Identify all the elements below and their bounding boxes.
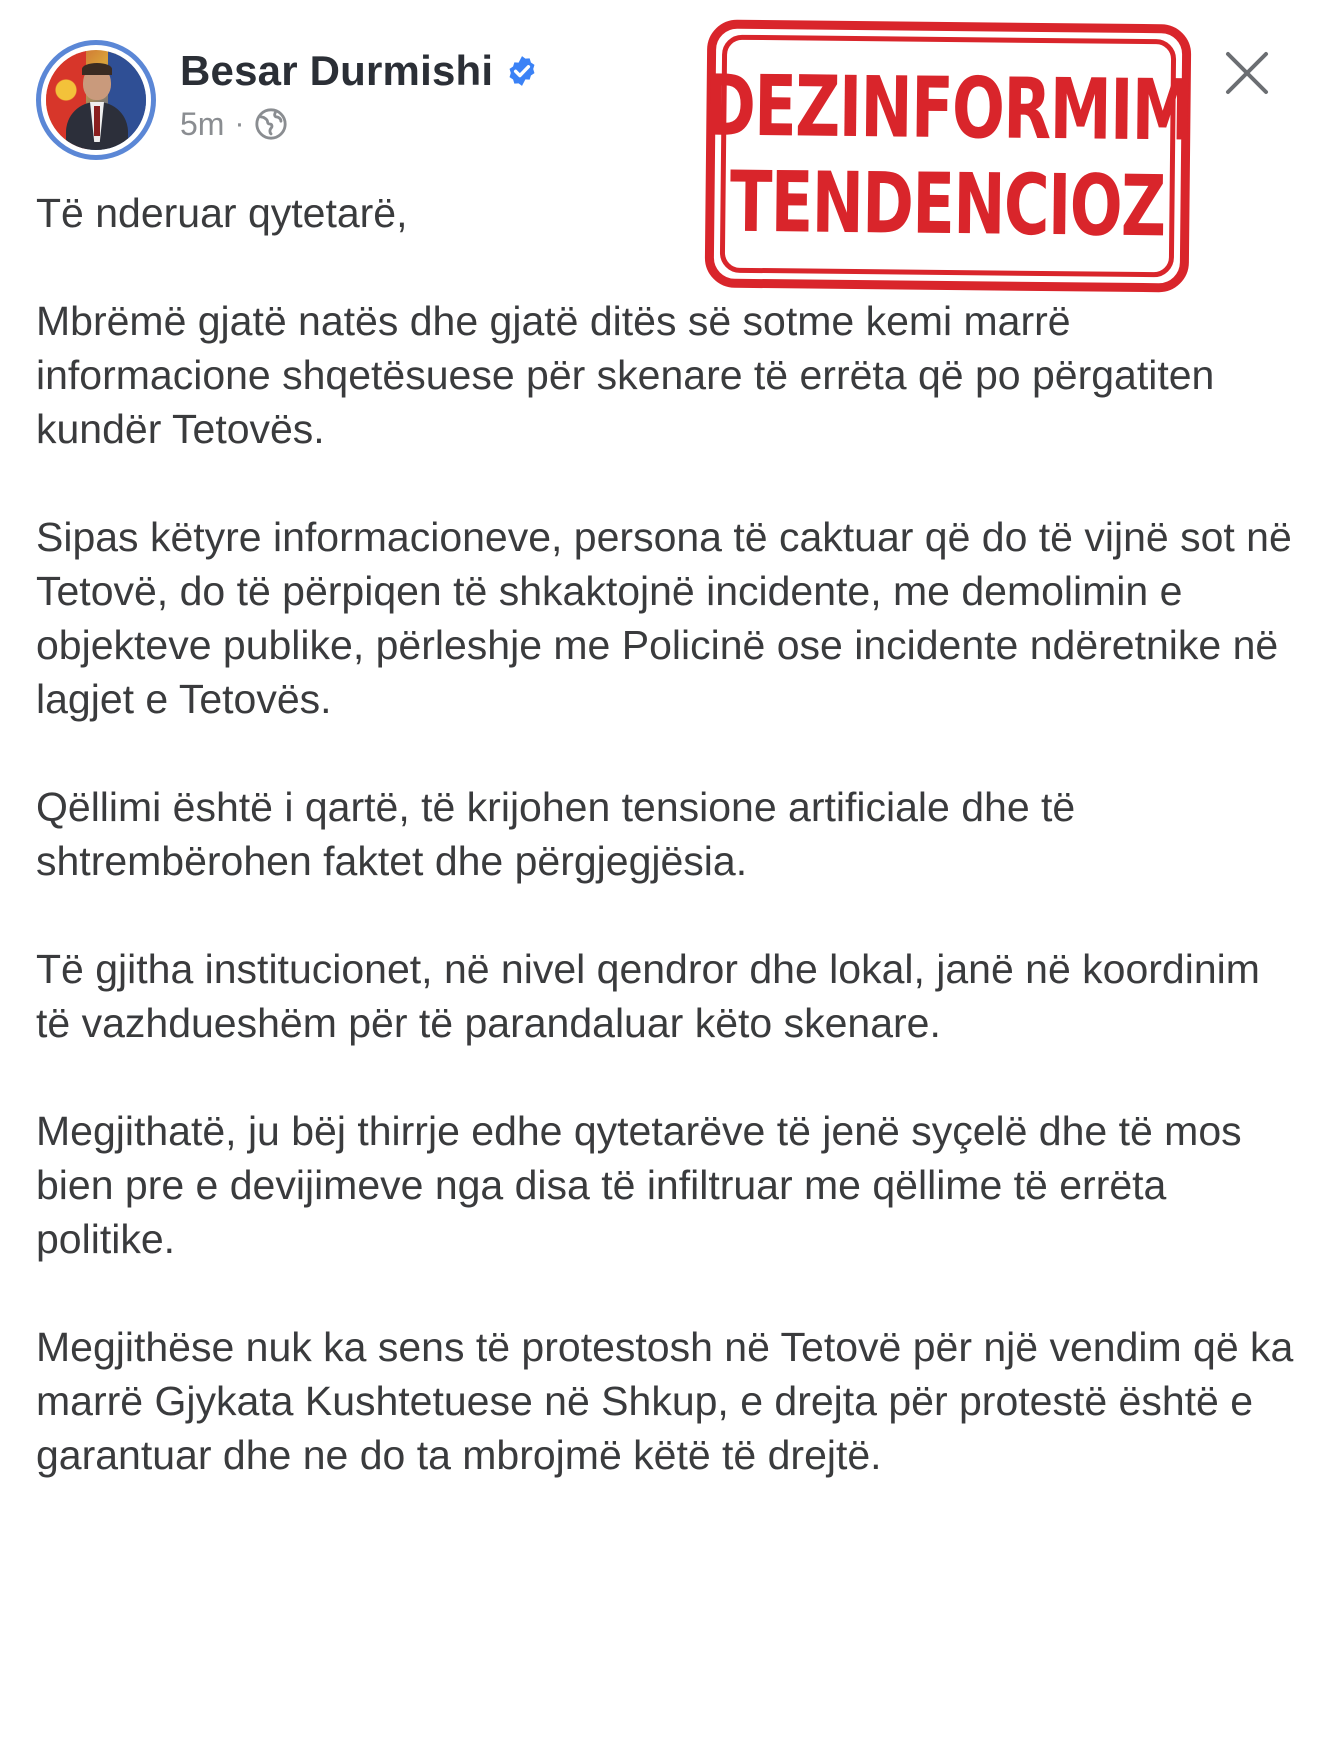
post-greeting: Të nderuar qytetarë,: [36, 190, 408, 236]
post-paragraph: Mbrëmë gjatë natës dhe gjatë ditës së sotme kemi marrë informacione shqetësuese për skenare të errëta që po përgatiten kundër Tetovës.: [36, 298, 1215, 452]
post-paragraph: Sipas këtyre informacioneve, persona të caktuar që do të vijnë sot në Tetovë, do të përpiqen të shkaktojnë incidente, me demolimin e objekteve publike, përleshje me Policinë ose incidente ndëretnike në lagjet e Tetovës.: [36, 514, 1292, 722]
post-meta: [180, 102, 288, 146]
stamp-line-2: TENDENCIOZ: [729, 152, 1166, 256]
globe-icon[interactable]: [254, 107, 288, 141]
close-icon: [1222, 48, 1272, 98]
post-paragraph: Megjithatë, ju bëj thirrje edhe qytetarëve të jenë syçelë dhe të mos bien pre e devijimeve nga disa të infiltruar me qëllime të errëta politike.: [36, 1108, 1242, 1262]
author-name[interactable]: Besar Durmishi: [180, 47, 494, 94]
meta-separator: ·: [234, 107, 245, 140]
post-paragraph: Megjithëse nuk ka sens të protestosh në Tetovë për një vendim që ka marrë Gjykata Kushtetuese në Shkup, e drejta për protestë është e garantuar dhe ne do ta mbrojmë këtë të drejtë.: [36, 1324, 1294, 1478]
author-row: [180, 46, 539, 96]
close-button[interactable]: [1222, 48, 1272, 98]
avatar[interactable]: [36, 40, 156, 160]
post-paragraph: Qëllimi është i qartë, të krijohen tensione artificiale dhe të shtrembërohen faktet dhe përgjegjësia.: [36, 784, 1076, 884]
post-time[interactable]: 5m: [180, 105, 225, 142]
post-paragraph: Të gjitha institucionet, në nivel qendror dhe lokal, janë në koordinim të vazhdueshëm për të parandaluar këto skenare.: [36, 946, 1260, 1046]
post-body: [36, 186, 1296, 1536]
verified-badge-icon: [505, 54, 539, 88]
avatar-photo: [46, 50, 146, 150]
stamp-line-1: DEZINFORMIM: [704, 56, 1194, 160]
